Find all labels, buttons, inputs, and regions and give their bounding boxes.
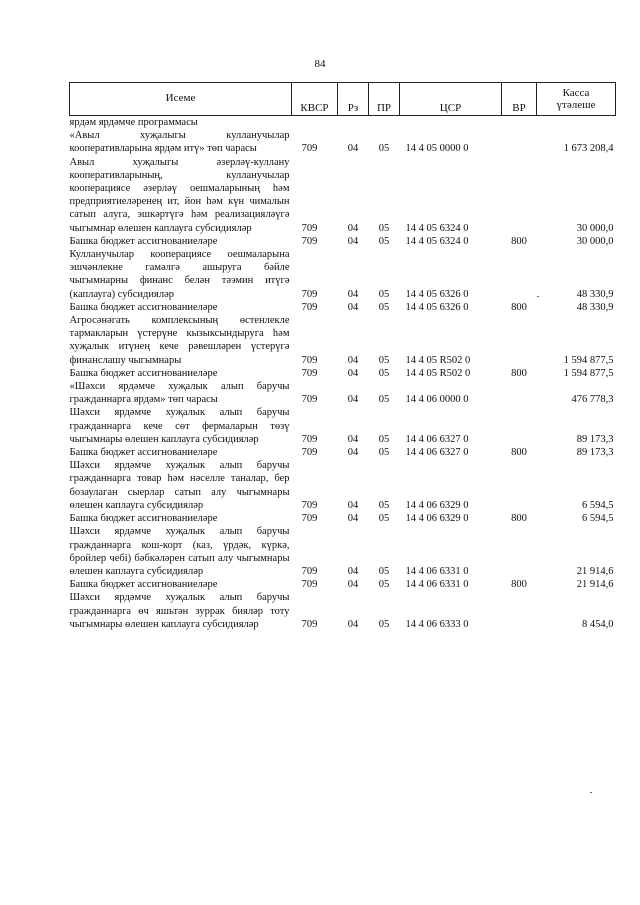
- row-amount: 476 778,3: [571, 394, 614, 406]
- row-amount: 89 173,3: [576, 447, 614, 459]
- table-row: [70, 512, 616, 525]
- row-pr: 05: [378, 354, 390, 366]
- header-csr: ЦСР: [400, 83, 502, 116]
- row-pr: 05: [378, 222, 390, 234]
- table-row: [70, 380, 616, 406]
- header-kassa-line2: үтәлеше: [556, 99, 596, 111]
- row-vr: [502, 591, 537, 631]
- row-amount: 89 173,3: [576, 433, 614, 445]
- table-row: [70, 314, 616, 367]
- table-row: [70, 116, 616, 130]
- row-amount: 48 330,9: [576, 288, 614, 300]
- row-name: Авыл хуҗалыгы әзерләү-куллану кооперативларының, кулланучылар кооперациясе әзерләү оешмаларының һәм предприятиеләренең ит, йон һәм күн чималын сатып алуга, эшкәртүгә һәм реализацияләүгә чыгымнар өлешен каплауга субсидияләр: [69, 156, 290, 234]
- row-rz: 04: [347, 565, 359, 577]
- row-csr: [400, 116, 502, 130]
- row-vr: [502, 380, 537, 406]
- row-rz: 04: [347, 143, 359, 155]
- row-csr: 14 4 06 6329 0: [405, 513, 469, 525]
- row-amount: 30 000,0: [576, 222, 614, 234]
- row-pr: 05: [378, 499, 390, 511]
- row-vr: [502, 406, 537, 446]
- scan-mark: [537, 296, 539, 297]
- row-pr: 05: [378, 394, 390, 406]
- row-vr: [502, 248, 537, 301]
- row-pr: [369, 116, 400, 130]
- header-pr: ПР: [369, 83, 400, 116]
- row-vr: [502, 525, 537, 578]
- row-rz: 04: [347, 394, 359, 406]
- row-vr: 800: [511, 513, 527, 525]
- row-rz: 04: [347, 499, 359, 511]
- header-rz: Рз: [338, 83, 369, 116]
- row-csr: 14 4 06 6331 0: [405, 565, 469, 577]
- row-amount: 48 330,9: [576, 301, 614, 313]
- header-kassa: [537, 83, 616, 116]
- row-csr: 14 4 06 6327 0: [405, 433, 469, 445]
- row-csr: 14 4 06 6331 0: [405, 579, 469, 591]
- row-pr: 05: [378, 143, 390, 155]
- row-rz: 04: [347, 513, 359, 525]
- row-vr: 800: [511, 367, 527, 379]
- row-name: Башка бюджет ассигнованиеләре: [69, 579, 218, 591]
- table-row: [70, 406, 616, 446]
- row-csr: 14 4 05 0000 0: [405, 143, 469, 155]
- row-rz: 04: [347, 235, 359, 247]
- row-name: Башка бюджет ассигнованиеләре: [69, 301, 218, 313]
- table-row: [70, 301, 616, 314]
- row-vr: [502, 314, 537, 367]
- row-amount: 1 673 208,4: [563, 143, 614, 155]
- row-csr: 14 4 05 R502 0: [405, 367, 471, 379]
- row-vr: [502, 129, 537, 155]
- row-kbsr: 709: [301, 513, 318, 525]
- header-kbsr: КВСР: [292, 83, 338, 116]
- row-name: Башка бюджет ассигнованиеләре: [69, 447, 218, 459]
- row-name: Агросәнәгать комплексының өстенлекле тармакларын үстерүне кызыксындыруга һәм хуҗалык итүнең кече рәвешләрен үстерүгә финанслашу чыгымнары: [69, 315, 290, 366]
- row-rz: 04: [347, 579, 359, 591]
- row-name: «Авыл хуҗалыгы кулланучылар кооперативларына ярдәм итү» төп чарасы: [69, 130, 290, 155]
- row-kbsr: 709: [301, 367, 318, 379]
- table-row: [70, 578, 616, 591]
- row-amount: 6 594,5: [582, 499, 614, 511]
- row-kbsr: [292, 116, 338, 130]
- row-csr: 14 4 06 6327 0: [405, 447, 469, 459]
- row-amount: 1 594 877,5: [563, 354, 614, 366]
- row-csr: 14 4 05 R502 0: [405, 354, 471, 366]
- row-name: Башка бюджет ассигнованиеләре: [69, 367, 218, 379]
- row-kbsr: 709: [301, 235, 318, 247]
- row-kbsr: 709: [301, 433, 318, 445]
- row-vr: 800: [511, 579, 527, 591]
- row-kbsr: 709: [301, 579, 318, 591]
- table-row: [70, 129, 616, 155]
- row-rz: 04: [347, 301, 359, 313]
- row-rz: 04: [347, 433, 359, 445]
- row-csr: 14 4 05 6326 0: [405, 288, 469, 300]
- row-name: ярдәм ярдәмче программасы: [69, 117, 198, 128]
- page-number: 84: [314, 58, 326, 70]
- row-csr: 14 4 05 6324 0: [405, 235, 469, 247]
- row-rz: 04: [347, 367, 359, 379]
- row-vr: [502, 156, 537, 235]
- row-vr: [502, 116, 537, 130]
- row-kbsr: 709: [301, 499, 318, 511]
- row-csr: 14 4 06 6333 0: [405, 618, 469, 630]
- row-name: Шәхси ярдәмче хуҗалык алып баручы гражданнарга товар һәм нәселле таналар, бер бозаулаган сыерлар сатып алу чыгымнары өлешен каплауга субсидияләр: [69, 460, 290, 511]
- scan-mark: [590, 792, 592, 793]
- row-rz: 04: [347, 288, 359, 300]
- table-row: [70, 235, 616, 248]
- budget-table: [69, 82, 616, 631]
- row-kbsr: 709: [301, 394, 318, 406]
- row-kbsr: 709: [301, 565, 318, 577]
- row-pr: 05: [378, 433, 390, 445]
- row-name: «Шәхси ярдәмче хуҗалык алып баручы гражданнарга ярдәм» төп чарасы: [69, 381, 290, 406]
- row-csr: 14 4 06 6329 0: [405, 499, 469, 511]
- table-row: [70, 591, 616, 631]
- row-vr: 800: [511, 447, 527, 459]
- row-name: Шәхси ярдәмче хуҗалык алып баручы гражданнарга кече сөт фермаларын төзү чыгымнары өлешен каплауга субсидияләр: [69, 407, 290, 445]
- row-pr: 05: [378, 447, 390, 459]
- row-name: Башка бюджет ассигнованиеләре: [69, 513, 218, 525]
- row-vr: 800: [511, 235, 527, 247]
- table-row: [70, 446, 616, 459]
- row-amount: 6 594,5: [582, 513, 614, 525]
- row-amount: 30 000,0: [576, 235, 614, 247]
- row-kbsr: 709: [301, 447, 318, 459]
- row-pr: 05: [378, 513, 390, 525]
- row-kbsr: 709: [301, 301, 318, 313]
- row-amount: 8 454,0: [582, 618, 614, 630]
- row-rz: 04: [347, 354, 359, 366]
- row-amount: [537, 116, 616, 130]
- row-kbsr: 709: [301, 354, 318, 366]
- row-rz: 04: [347, 447, 359, 459]
- table-row: [70, 248, 616, 301]
- row-kbsr: 709: [301, 222, 318, 234]
- row-rz: [338, 116, 369, 130]
- row-pr: 05: [378, 618, 390, 630]
- table-row: [70, 367, 616, 380]
- row-name: Шәхси ярдәмче хуҗалык алып баручы гражданнарга өч яшьтән зуррак бияләр тоту чыгымнары өлешен каплауга субсидияләр: [69, 592, 290, 630]
- table-row: [70, 459, 616, 512]
- header-kassa-line1: Касса: [562, 87, 590, 99]
- row-name: Кулланучылар кооперациясе оешмаларына эшчәнлекне гамәлгә ашыруга бәйле чыгымнарны финанс белән тәэмин итүгә (каплауга) субсидияләр: [69, 249, 290, 300]
- table-row: [70, 156, 616, 235]
- header-name: Исеме: [70, 83, 292, 116]
- row-csr: 14 4 06 0000 0: [405, 394, 469, 406]
- row-vr: [502, 459, 537, 512]
- row-rz: 04: [347, 222, 359, 234]
- row-pr: 05: [378, 579, 390, 591]
- row-rz: 04: [347, 618, 359, 630]
- row-pr: 05: [378, 367, 390, 379]
- row-amount: 1 594 877,5: [563, 367, 614, 379]
- row-pr: 05: [378, 288, 390, 300]
- row-name: Шәхси ярдәмче хуҗалык алып баручы гражданнарга кош-корт (каз, үрдәк, күркә, бройлер чебі) бәбкәләрен сатып алу чыгымнары өлешен каплауга субсидияләр: [69, 526, 290, 577]
- table-body: [70, 116, 616, 631]
- row-vr: 800: [511, 301, 527, 313]
- row-csr: 14 4 05 6326 0: [405, 301, 469, 313]
- row-name: Башка бюджет ассигнованиеләре: [69, 235, 218, 247]
- header-vr: ВР: [502, 83, 537, 116]
- table-row: [70, 525, 616, 578]
- row-amount: 21 914,6: [576, 579, 614, 591]
- row-kbsr: 709: [301, 143, 318, 155]
- row-pr: 05: [378, 565, 390, 577]
- row-pr: 05: [378, 301, 390, 313]
- row-amount: 21 914,6: [576, 565, 614, 577]
- row-kbsr: 709: [301, 618, 318, 630]
- row-pr: 05: [378, 235, 390, 247]
- table-header: [70, 83, 616, 116]
- row-csr: 14 4 05 6324 0: [405, 222, 469, 234]
- row-kbsr: 709: [301, 288, 318, 300]
